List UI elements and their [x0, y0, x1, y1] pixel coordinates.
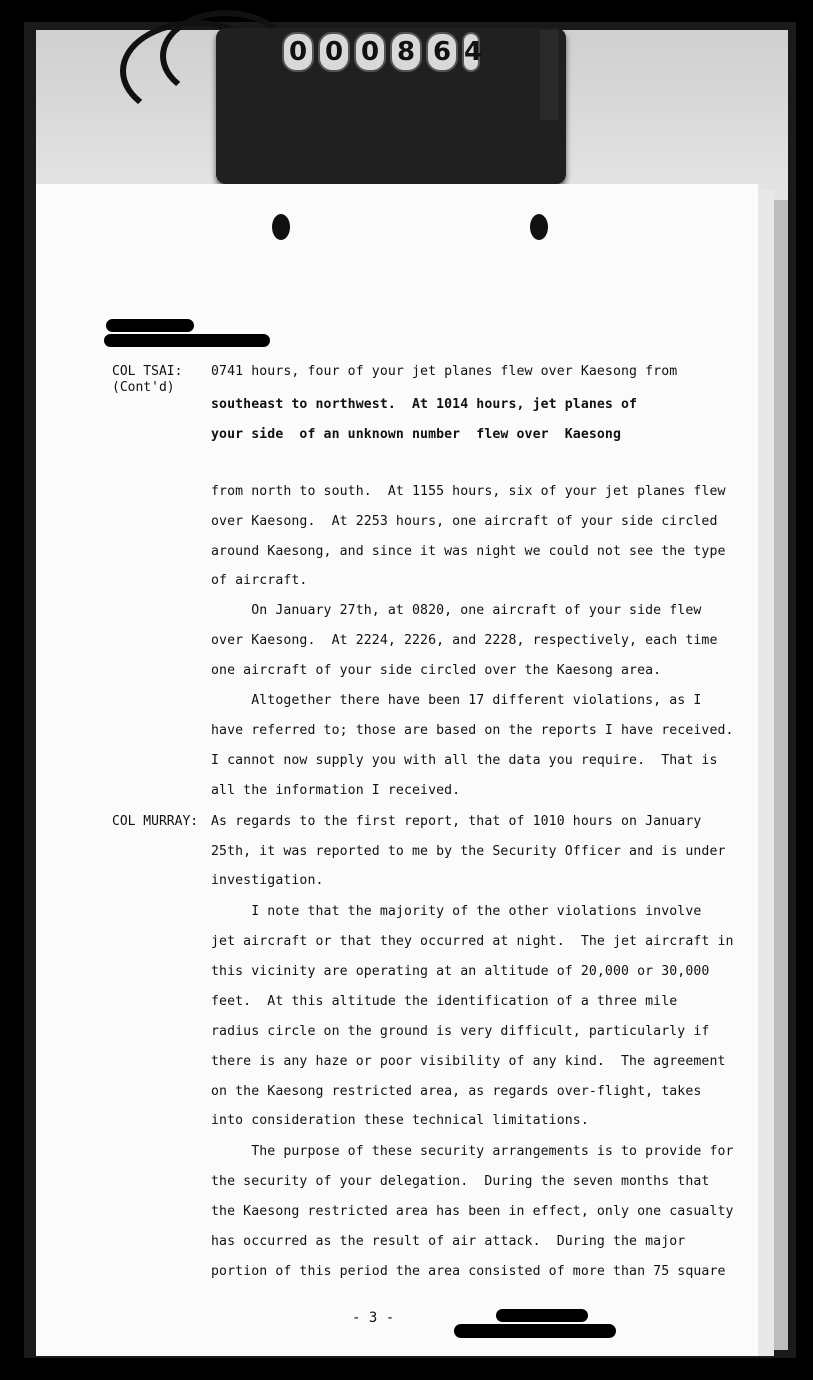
- text-line: investigation.: [211, 873, 324, 888]
- text-line: one aircraft of your side circled over the Kaesong area.: [211, 663, 662, 678]
- text-line: of aircraft.: [211, 573, 308, 588]
- punch-hole-left: [272, 214, 290, 240]
- page-edge-shadow: [774, 200, 788, 1350]
- text-line: this vicinity are operating at an altitude of 20,000 or 30,000: [211, 964, 710, 979]
- text-line: On January 27th, at 0820, one aircraft of your side flew: [211, 603, 702, 618]
- counter-digit: 6: [426, 32, 458, 72]
- counter-clip: [540, 30, 558, 120]
- text-line: there is any haze or poor visibility of any kind. The agreement: [211, 1054, 726, 1069]
- text-line: jet aircraft or that they occurred at night. The jet aircraft in: [211, 934, 734, 949]
- text-line: As regards to the first report, that of 1010 hours on January: [211, 814, 702, 829]
- text-line: over Kaesong. At 2253 hours, one aircraft of your side circled: [211, 514, 718, 529]
- page-number: - 3 -: [352, 1310, 395, 1326]
- text-line: 0741 hours, four of your jet planes flew over Kaesong from: [211, 364, 678, 379]
- text-line: all the information I received.: [211, 783, 461, 798]
- text-line: the Kaesong restricted area has been in effect, only one casualty: [211, 1204, 734, 1219]
- frame-counter: [282, 32, 483, 72]
- text-line: have referred to; those are based on the reports I have received.: [211, 723, 734, 738]
- text-line: I cannot now supply you with all the data you require. That is: [211, 753, 718, 768]
- redaction-mark: [106, 319, 194, 332]
- text-line: radius circle on the ground is very difficult, particularly if: [211, 1024, 710, 1039]
- text-line: over Kaesong. At 2224, 2226, and 2228, respectively, each time: [211, 633, 718, 648]
- text-line: The purpose of these security arrangements is to provide for: [211, 1144, 734, 1159]
- text-line: on the Kaesong restricted area, as regards over-flight, takes: [211, 1084, 702, 1099]
- counter-digit: 0: [318, 32, 350, 72]
- redaction-mark: [104, 334, 270, 347]
- text-line: feet. At this altitude the identification of a three mile: [211, 994, 678, 1009]
- text-line: from north to south. At 1155 hours, six of your jet planes flew: [211, 484, 726, 499]
- page-edge: [758, 190, 774, 1356]
- text-line: 25th, it was reported to me by the Security Officer and is under: [211, 844, 726, 859]
- counter-digit: 8: [390, 32, 422, 72]
- text-line: Altogether there have been 17 different violations, as I: [211, 693, 702, 708]
- text-line: the security of your delegation. During the seven months that: [211, 1174, 710, 1189]
- counter-digit: 0: [282, 32, 314, 72]
- redaction-mark: [454, 1324, 616, 1338]
- text-line: portion of this period the area consisted of more than 75 square: [211, 1264, 726, 1279]
- speaker-label: COL TSAI:: [112, 364, 183, 379]
- text-line: around Kaesong, and since it was night we could not see the type: [211, 544, 726, 559]
- redaction-mark: [496, 1309, 588, 1322]
- text-line: into consideration these technical limitations.: [211, 1113, 589, 1128]
- speaker-label: COL MURRAY:: [112, 814, 199, 829]
- counter-digit: 4: [462, 32, 480, 72]
- text-line: I note that the majority of the other violations involve: [211, 904, 702, 919]
- text-line: your side of an unknown number flew over Kaesong: [211, 427, 622, 442]
- text-line: has occurred as the result of air attack. During the major: [211, 1234, 686, 1249]
- speaker-continued: (Cont'd): [112, 380, 175, 395]
- text-line: southeast to northwest. At 1014 hours, jet planes of: [211, 397, 638, 412]
- punch-hole-right: [530, 214, 548, 240]
- counter-digit: 0: [354, 32, 386, 72]
